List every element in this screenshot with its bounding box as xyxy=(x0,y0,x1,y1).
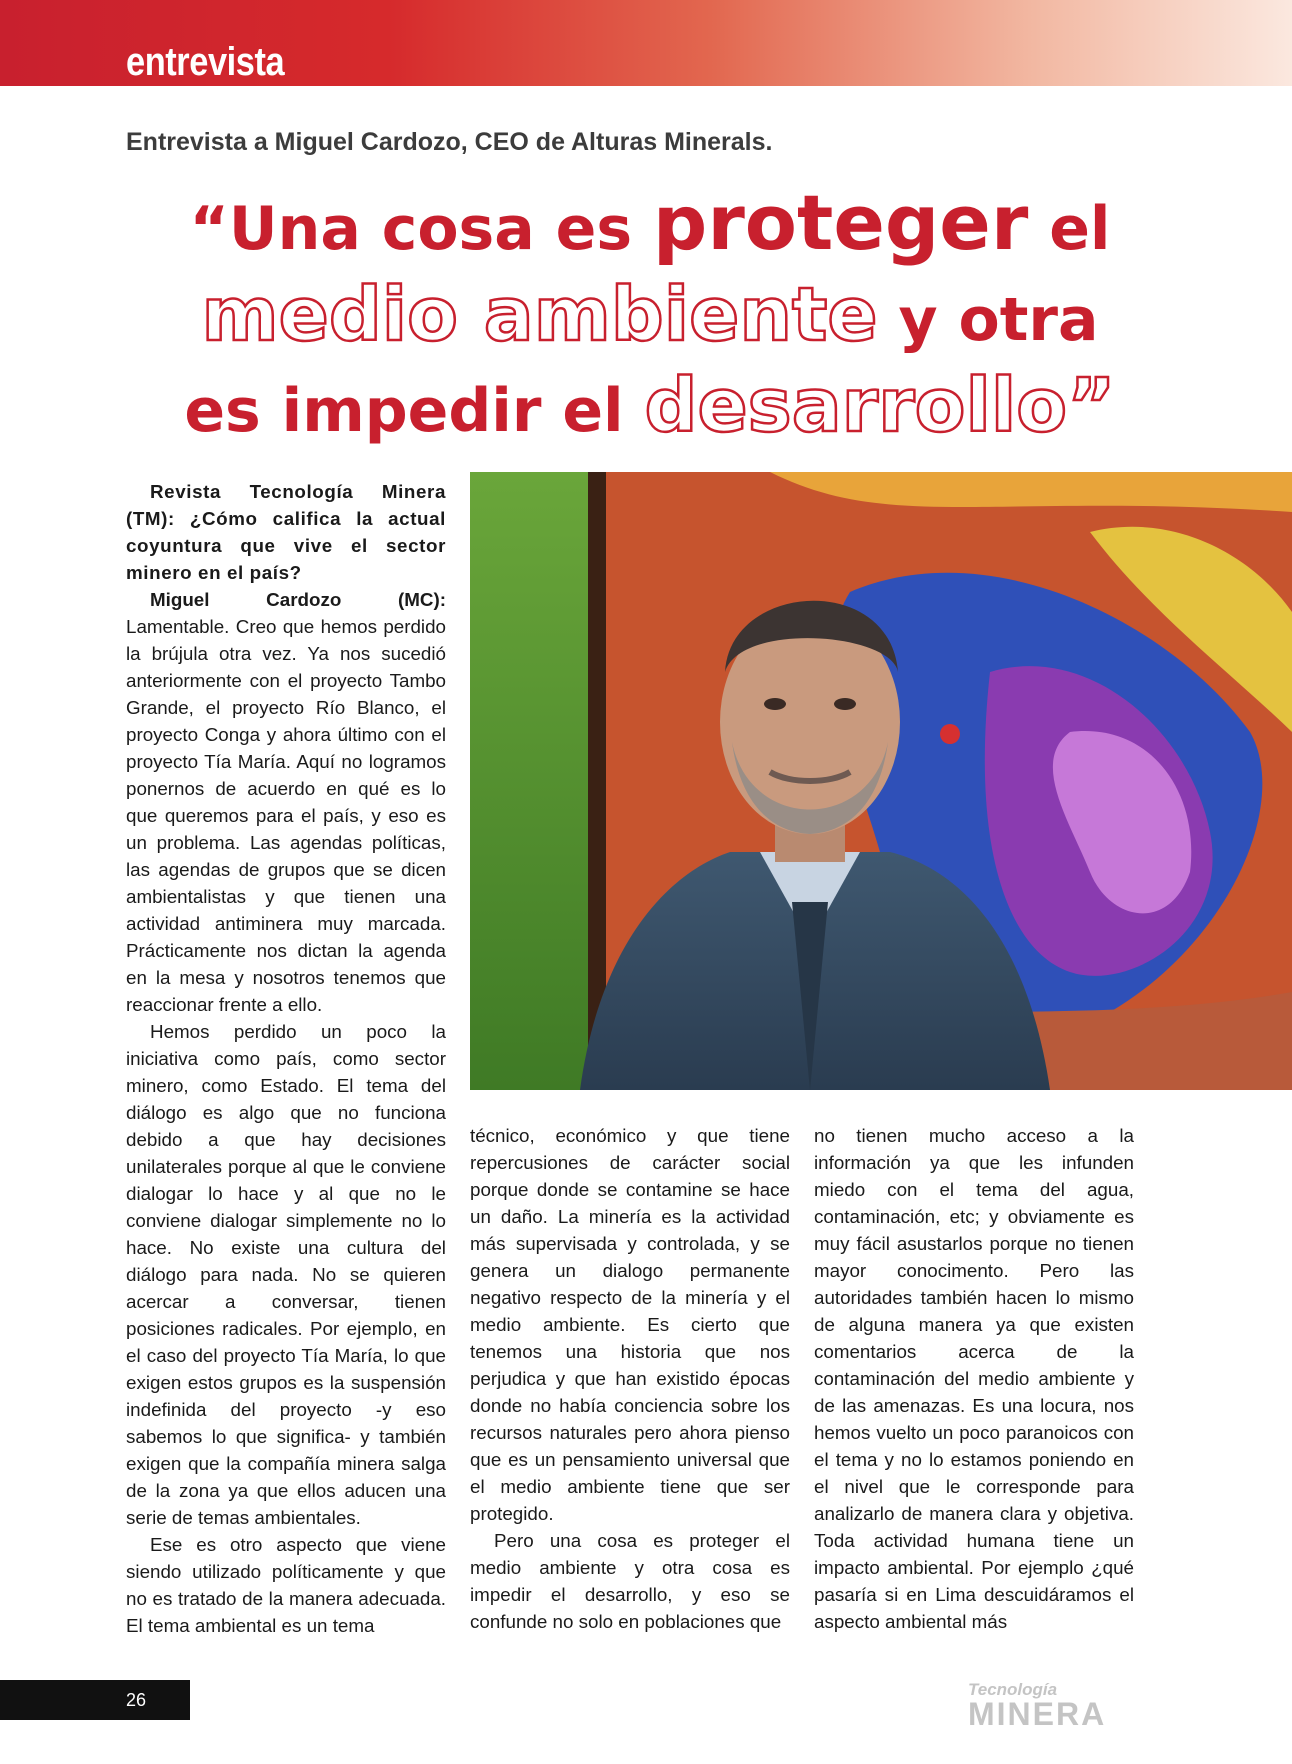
body-column-2 xyxy=(470,1122,790,1635)
body-column-1 xyxy=(126,478,446,1639)
speaker-label: Miguel Cardozo (MC): xyxy=(150,589,446,610)
interviewee-photo xyxy=(470,472,1292,1090)
body-paragraph: no tienen mucho acceso a la información ya que les infunden miedo con el tema del agua, contaminación, etc; y obviamente es muy fácil asustarlos porque no tienen mayor conocimento. Pero las autoridades también hacen lo mismo de alguna manera ya que existen comentarios acerca de la contaminación del medio ambiente y de las amenazas. Es una locura, nos hemos vuelto un poco paranoicos con el tema y no lo estamos poniendo en el nivel que le corresponde para analizarlo de manera clara y objetiva. Toda actividad humana tiene un impacto ambiental. Por ejemplo ¿qué pasaría si en Lima descuidáramos el aspecto ambiental más xyxy=(814,1125,1134,1632)
section-label: entrevista xyxy=(126,40,285,84)
interview-answer: Miguel Cardozo (MC): Lamentable. Creo que hemos perdido la brújula otra vez. Ya nos sucedió anteriormente con el proyecto Tambo Grande, el proyecto Río Blanco, el proyecto Conga y ahora último con el proyecto Tía María. Aquí no logramos ponernos de acuerdo en qué es lo que queremos para el país, y eso es un problema. Las agendas políticas, las agendas de grupos que se dicen ambientalistas y que tienen una actividad antiminera muy marcada. Prácticamente nos dictan la agenda en la mesa y nosotros tenemos que reaccionar frente a ello. xyxy=(126,589,446,1015)
body-paragraph: técnico, económico y que tiene repercusiones de carácter social porque donde se contamine se hace un daño. La minería es la actividad más supervisada y controlada, y se genera un dialogo permanente negativo respecto de la minería y el medio ambiente. Es cierto que tenemos una historia que nos perjudica y que han existido épocas donde no había conciencia sobre los recursos naturales pero ahora pienso que es un pensamiento universal que el medio ambiente tiene que ser protegido. xyxy=(470,1125,790,1524)
headline-line-2: medio ambiente y otra xyxy=(201,272,1099,358)
body-column-3 xyxy=(814,1122,1134,1635)
logo-line-2: MINERA xyxy=(968,1696,1107,1732)
body-paragraph: Pero una cosa es proteger el medio ambiente y otra cosa es impedir el desarrollo, y eso se confunde no solo en poblaciones que xyxy=(470,1530,790,1632)
interview-question: Revista Tecnología Minera (TM): ¿Cómo califica la actual coyuntura que vive el sector minero en el país? xyxy=(126,481,446,583)
headline-line-1: “Una cosa es proteger el xyxy=(189,178,1111,267)
article-headline xyxy=(110,180,1190,454)
headline-line-3: es impedir el desarrollo” xyxy=(184,363,1116,449)
portrait-illustration xyxy=(470,472,1292,1090)
magazine-logo xyxy=(968,1680,1138,1730)
page-number: 26 xyxy=(126,1690,147,1710)
logo-line-1: Tecnología xyxy=(968,1680,1058,1699)
article-kicker: Entrevista a Miguel Cardozo, CEO de Alturas Minerals. xyxy=(126,128,773,156)
body-paragraph: Hemos perdido un poco la iniciativa como país, como sector minero, como Estado. El tema del diálogo es algo que no funciona debido a que hay decisiones unilaterales porque al que le conviene dialogar lo hace y al que no le conviene dialogar simplemente no lo hace. No existe una cultura del diálogo para nada. No se quieren acercar a conversar, tienen posiciones radicales. Por ejemplo, en el caso del proyecto Tía María, lo que exigen estos grupos es la suspensión indefinida del proyecto -y eso sabemos lo que significa- y también exigen que la compañía minera salga de la zona ya que ellos aducen una serie de temas ambientales. xyxy=(126,1021,446,1528)
body-paragraph: Ese es otro aspecto que viene siendo utilizado políticamente y que no es tratado de la manera adecuada. El tema ambiental es un tema xyxy=(126,1534,446,1636)
page-number-bar xyxy=(0,1680,190,1720)
